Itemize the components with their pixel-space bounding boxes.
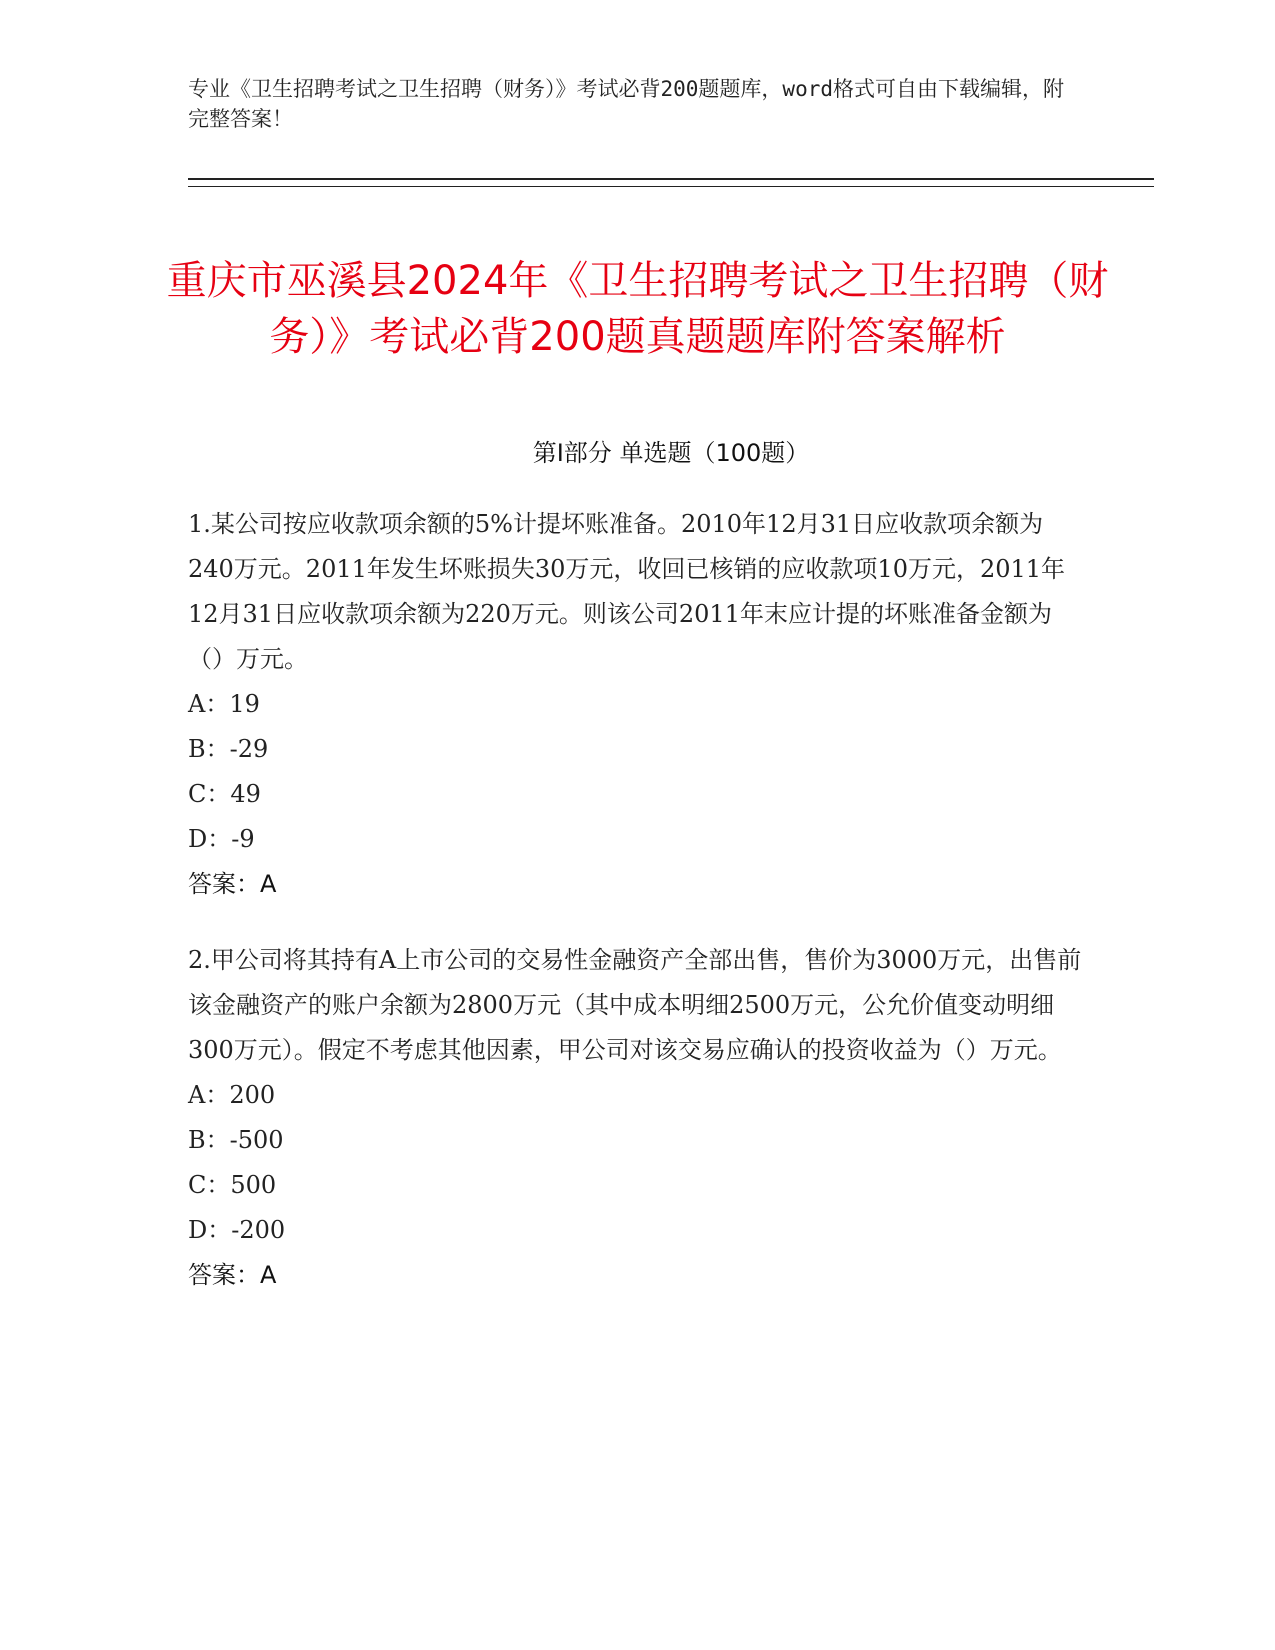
question-2	[188, 938, 1084, 1298]
document-title: 重庆市巫溪县2024年《卫生招聘考试之卫生招聘（财务）》考试必背200题真题题库附答案解析	[166, 257, 1109, 360]
option-d: D：-200	[188, 1216, 286, 1244]
option-a: A：19	[188, 690, 260, 718]
section-heading: 第Ⅰ部分 单选题（100题）	[532, 439, 810, 467]
option-c: C：49	[188, 780, 261, 808]
header-note: 专业《卫生招聘考试之卫生招聘（财务）》考试必背200题题库，word格式可自由下载编辑，附完整答案！	[188, 77, 1064, 131]
question-stem: 2.甲公司将其持有A上市公司的交易性金融资产全部出售，售价为3000万元，出售前该金融资产的账户余额为2800万元（其中成本明细2500万元，公允价值变动明细300万元）。假定不考虑其他因素，甲公司对该交易应确认的投资收益为（）万元。	[188, 946, 1082, 1064]
option-b: B：-29	[188, 735, 269, 763]
option-b: B：-500	[188, 1126, 284, 1154]
question-stem: 1.某公司按应收款项余额的5%计提坏账准备。2010年12月31日应收款项余额为240万元。2011年发生坏账损失30万元，收回已核销的应收款项10万元，2011年12月31日应收款项余额为220万元。则该公司2011年末应计提的坏账准备金额为（）万元。	[188, 510, 1066, 673]
question-1	[188, 502, 1084, 907]
option-a: A：200	[188, 1081, 276, 1109]
header-divider-thin	[188, 186, 1154, 187]
header-divider-thick	[188, 178, 1154, 180]
answer: 答案：A	[188, 1261, 277, 1289]
option-d: D：-9	[188, 825, 255, 853]
answer: 答案：A	[188, 870, 277, 898]
option-c: C：500	[188, 1171, 277, 1199]
